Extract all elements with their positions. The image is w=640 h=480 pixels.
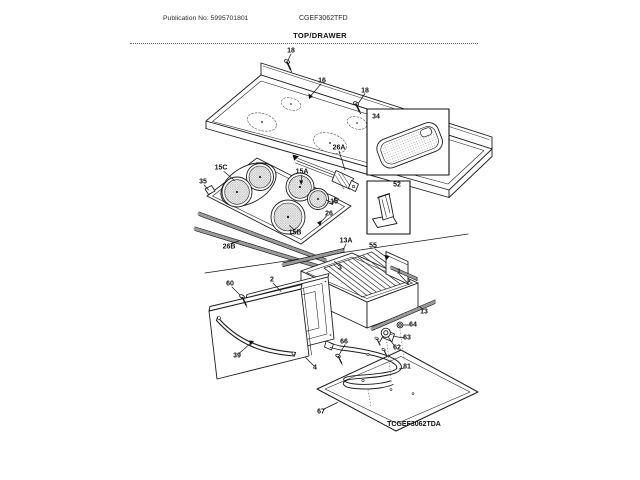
diagram-code: TCGEF3062TDA [387, 421, 441, 428]
part-label-15: 15 [330, 198, 338, 206]
part-label-13A: 13A [339, 237, 353, 245]
part-label-15A: 15A [295, 168, 309, 176]
part-label-67: 67 [317, 408, 325, 416]
part-label-35: 35 [199, 178, 207, 186]
part-label-26A: 26A [332, 144, 346, 152]
page-title: TOP/DRAWER [293, 31, 347, 40]
part-label-64: 64 [409, 321, 417, 329]
part-label-62: 62 [393, 344, 401, 352]
part-label-34: 34 [372, 113, 380, 121]
model-number: CGEF3062TFD [299, 15, 348, 22]
part-label-16: 16 [318, 77, 326, 85]
part-label-15B: 15B [288, 229, 302, 237]
part-label-39: 39 [233, 352, 241, 360]
part-label-66: 66 [340, 338, 348, 346]
part-label-18: 18 [287, 47, 295, 55]
part-label-26B: 26B [222, 243, 236, 251]
part-label-52: 52 [393, 181, 401, 189]
part-label-13: 13 [420, 308, 428, 316]
part-label-1: 1 [397, 268, 401, 276]
part-label-81: 81 [403, 363, 411, 371]
part-label-63: 63 [403, 334, 411, 342]
part-label-4: 4 [313, 364, 317, 372]
part-label-2: 2 [270, 276, 274, 284]
part-label-60: 60 [226, 280, 234, 288]
publication-number: Publication No: 5995701801 [163, 15, 249, 22]
part-label-3: 3 [338, 264, 342, 272]
part-label-55: 55 [369, 242, 377, 250]
part-label-18: 18 [361, 87, 369, 95]
part-label-26: 26 [325, 210, 333, 218]
part-label-15C: 15C [214, 164, 228, 172]
